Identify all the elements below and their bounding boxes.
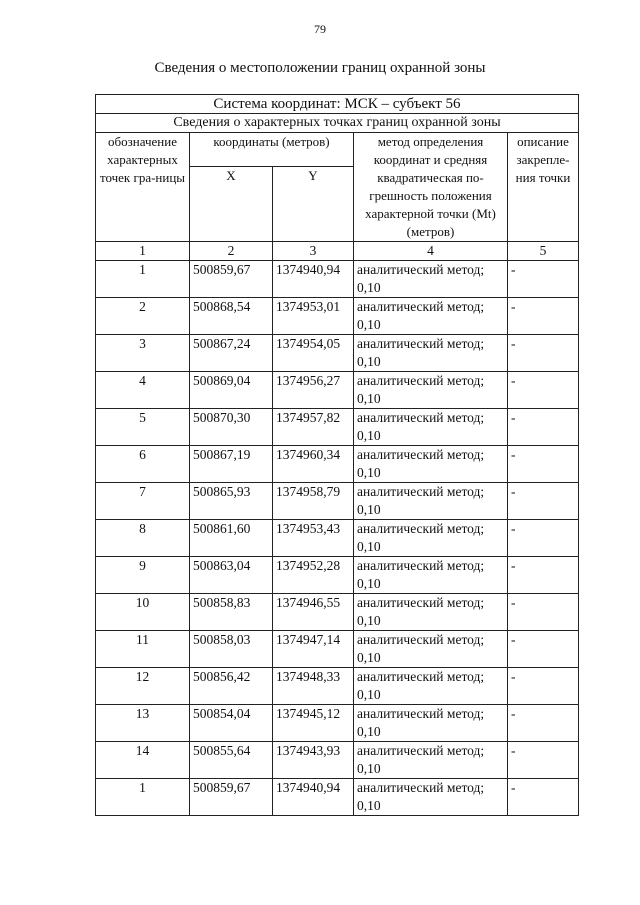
x-coordinate-cell: 500854,04 bbox=[190, 705, 273, 742]
precision-value: 0,10 bbox=[357, 465, 381, 480]
table-row bbox=[96, 446, 579, 483]
table-row bbox=[96, 409, 579, 446]
description-cell: - bbox=[508, 779, 579, 816]
method-text: аналитический метод; bbox=[357, 484, 485, 499]
description-cell: - bbox=[508, 742, 579, 779]
table-row bbox=[96, 372, 579, 409]
table-row bbox=[96, 335, 579, 372]
section-heading-cell: Сведения о характерных точках границ охранной зоны bbox=[96, 114, 579, 133]
y-coordinate-cell: 1374952,28 bbox=[273, 557, 354, 594]
method-cell bbox=[354, 261, 508, 298]
y-coordinate-cell: 1374948,33 bbox=[273, 668, 354, 705]
section-row bbox=[96, 114, 579, 133]
method-cell bbox=[354, 594, 508, 631]
header-row bbox=[96, 133, 579, 167]
description-cell: - bbox=[508, 483, 579, 520]
y-coordinate-cell: 1374943,93 bbox=[273, 742, 354, 779]
precision-value: 0,10 bbox=[357, 317, 381, 332]
document-title: Сведения о местоположении границ охранной зоны bbox=[154, 60, 486, 76]
method-text: аналитический метод; bbox=[357, 595, 485, 610]
x-coordinate-cell: 500863,04 bbox=[190, 557, 273, 594]
x-coordinate-cell: 500868,54 bbox=[190, 298, 273, 335]
point-number-cell: 6 bbox=[96, 446, 190, 483]
method-text: аналитический метод; bbox=[357, 706, 485, 721]
y-coordinate-cell: 1374947,14 bbox=[273, 631, 354, 668]
point-number-cell: 5 bbox=[96, 409, 190, 446]
point-number-cell: 7 bbox=[96, 483, 190, 520]
y-coordinate-cell: 1374960,34 bbox=[273, 446, 354, 483]
point-number-cell: 13 bbox=[96, 705, 190, 742]
method-cell bbox=[354, 631, 508, 668]
x-coordinate-cell: 500855,64 bbox=[190, 742, 273, 779]
method-cell bbox=[354, 557, 508, 594]
y-header: Y bbox=[273, 167, 354, 242]
description-cell: - bbox=[508, 520, 579, 557]
point-number-cell: 14 bbox=[96, 742, 190, 779]
precision-value: 0,10 bbox=[357, 687, 381, 702]
table-row bbox=[96, 705, 579, 742]
precision-value: 0,10 bbox=[357, 539, 381, 554]
description-cell: - bbox=[508, 705, 579, 742]
point-number-cell: 9 bbox=[96, 557, 190, 594]
y-coordinate-cell: 1374956,27 bbox=[273, 372, 354, 409]
column-number: 3 bbox=[273, 242, 354, 261]
description-cell: - bbox=[508, 335, 579, 372]
method-text: аналитический метод; bbox=[357, 262, 485, 277]
x-coordinate-cell: 500858,03 bbox=[190, 631, 273, 668]
point-number-cell: 4 bbox=[96, 372, 190, 409]
description-cell: - bbox=[508, 668, 579, 705]
point-number-cell: 12 bbox=[96, 668, 190, 705]
column-number: 5 bbox=[508, 242, 579, 261]
table-row bbox=[96, 261, 579, 298]
description-cell: - bbox=[508, 298, 579, 335]
x-coordinate-cell: 500867,24 bbox=[190, 335, 273, 372]
point-designation-header: обозначение характерных точек гра-ницы bbox=[96, 133, 190, 242]
method-text: аналитический метод; bbox=[357, 336, 485, 351]
precision-value: 0,10 bbox=[357, 428, 381, 443]
precision-value: 0,10 bbox=[357, 502, 381, 517]
method-cell bbox=[354, 668, 508, 705]
method-cell bbox=[354, 779, 508, 816]
description-cell: - bbox=[508, 557, 579, 594]
description-header: описание закрепле-ния точки bbox=[508, 133, 579, 242]
description-cell: - bbox=[508, 372, 579, 409]
table-row bbox=[96, 668, 579, 705]
column-number: 2 bbox=[190, 242, 273, 261]
description-cell: - bbox=[508, 631, 579, 668]
precision-value: 0,10 bbox=[357, 391, 381, 406]
column-number: 1 bbox=[96, 242, 190, 261]
y-coordinate-cell: 1374953,43 bbox=[273, 520, 354, 557]
point-number-cell: 1 bbox=[96, 779, 190, 816]
x-coordinate-cell: 500856,42 bbox=[190, 668, 273, 705]
method-text: аналитический метод; bbox=[357, 521, 485, 536]
point-number-cell: 10 bbox=[96, 594, 190, 631]
method-cell bbox=[354, 298, 508, 335]
y-coordinate-cell: 1374957,82 bbox=[273, 409, 354, 446]
method-cell bbox=[354, 446, 508, 483]
point-number-cell: 11 bbox=[96, 631, 190, 668]
description-cell: - bbox=[508, 446, 579, 483]
x-coordinate-cell: 500859,67 bbox=[190, 261, 273, 298]
method-cell bbox=[354, 520, 508, 557]
coordinate-system-cell: Система координат: МСК – субъект 56 bbox=[96, 95, 579, 114]
method-text: аналитический метод; bbox=[357, 299, 485, 314]
method-cell bbox=[354, 705, 508, 742]
method-text: аналитический метод; bbox=[357, 447, 485, 462]
method-text: аналитический метод; bbox=[357, 632, 485, 647]
page-number: 79 bbox=[314, 22, 326, 36]
precision-value: 0,10 bbox=[357, 613, 381, 628]
x-coordinate-cell: 500870,30 bbox=[190, 409, 273, 446]
point-number-cell: 2 bbox=[96, 298, 190, 335]
y-coordinate-cell: 1374953,01 bbox=[273, 298, 354, 335]
x-coordinate-cell: 500869,04 bbox=[190, 372, 273, 409]
method-cell bbox=[354, 335, 508, 372]
method-cell bbox=[354, 742, 508, 779]
precision-value: 0,10 bbox=[357, 280, 381, 295]
precision-value: 0,10 bbox=[357, 650, 381, 665]
method-cell bbox=[354, 372, 508, 409]
table-row bbox=[96, 594, 579, 631]
description-cell: - bbox=[508, 261, 579, 298]
column-number: 4 bbox=[354, 242, 508, 261]
method-header: метод определения координат и средняя квадратическая по-грешность положения характерной точки (Mt) (метров) bbox=[354, 133, 508, 242]
x-header: X bbox=[190, 167, 273, 242]
y-coordinate-cell: 1374940,94 bbox=[273, 779, 354, 816]
precision-value: 0,10 bbox=[357, 724, 381, 739]
method-text: аналитический метод; bbox=[357, 780, 485, 795]
precision-value: 0,10 bbox=[357, 354, 381, 369]
method-cell bbox=[354, 409, 508, 446]
y-coordinate-cell: 1374945,12 bbox=[273, 705, 354, 742]
y-coordinate-cell: 1374946,55 bbox=[273, 594, 354, 631]
table-row bbox=[96, 631, 579, 668]
x-coordinate-cell: 500859,67 bbox=[190, 779, 273, 816]
table-row bbox=[96, 742, 579, 779]
table-row bbox=[96, 779, 579, 816]
point-number-cell: 3 bbox=[96, 335, 190, 372]
description-cell: - bbox=[508, 594, 579, 631]
column-numbers-row bbox=[96, 242, 579, 261]
table-row bbox=[96, 298, 579, 335]
y-coordinate-cell: 1374940,94 bbox=[273, 261, 354, 298]
table-row bbox=[96, 483, 579, 520]
point-number-cell: 1 bbox=[96, 261, 190, 298]
method-cell bbox=[354, 483, 508, 520]
x-coordinate-cell: 500861,60 bbox=[190, 520, 273, 557]
y-coordinate-cell: 1374958,79 bbox=[273, 483, 354, 520]
method-text: аналитический метод; bbox=[357, 669, 485, 684]
point-number-cell: 8 bbox=[96, 520, 190, 557]
precision-value: 0,10 bbox=[357, 761, 381, 776]
method-text: аналитический метод; bbox=[357, 410, 485, 425]
precision-value: 0,10 bbox=[357, 798, 381, 813]
table-row bbox=[96, 557, 579, 594]
method-text: аналитический метод; bbox=[357, 743, 485, 758]
precision-value: 0,10 bbox=[357, 576, 381, 591]
method-text: аналитический метод; bbox=[357, 373, 485, 388]
boundary-points-table bbox=[95, 94, 579, 816]
x-coordinate-cell: 500865,93 bbox=[190, 483, 273, 520]
coordinates-header: координаты (метров) bbox=[190, 133, 354, 167]
description-cell: - bbox=[508, 409, 579, 446]
coordinate-system-row bbox=[96, 95, 579, 114]
x-coordinate-cell: 500858,83 bbox=[190, 594, 273, 631]
method-text: аналитический метод; bbox=[357, 558, 485, 573]
y-coordinate-cell: 1374954,05 bbox=[273, 335, 354, 372]
table-row bbox=[96, 520, 579, 557]
x-coordinate-cell: 500867,19 bbox=[190, 446, 273, 483]
